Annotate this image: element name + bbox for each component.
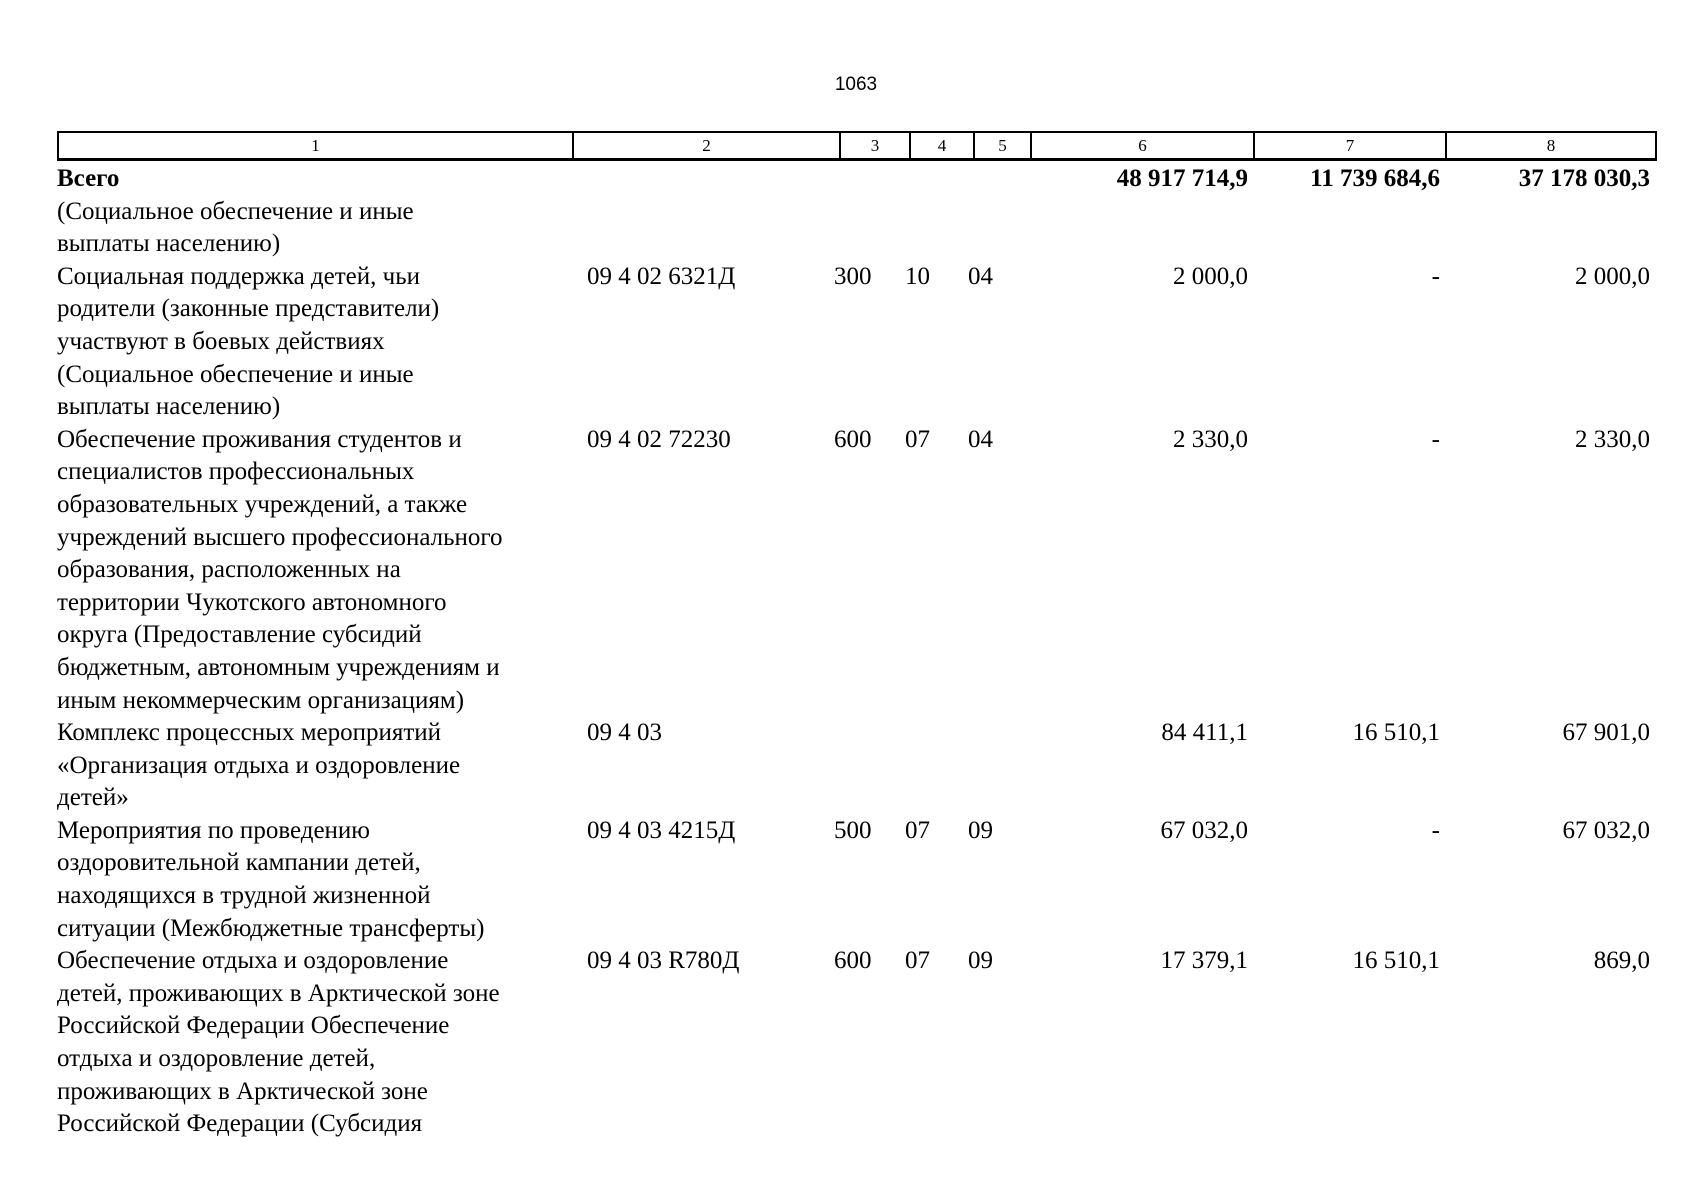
row-section: 07 — [905, 425, 930, 453]
row-name — [57, 945, 567, 1141]
row-name-line: учреждений высшего профессионального — [57, 523, 503, 551]
row-code — [567, 196, 834, 261]
row-expense-type — [834, 163, 904, 196]
row-value-federal: - — [1431, 425, 1440, 453]
row-value-federal: - — [1431, 262, 1440, 290]
row-value-federal: 11 739 684,6 — [1310, 165, 1440, 192]
row-code: 09 4 03 R780Д — [587, 947, 740, 975]
column-header-2: 2 — [573, 132, 840, 160]
row-name-line: Российской Федерации Обеспечение — [57, 1012, 450, 1040]
table-row — [57, 815, 1652, 945]
column-header-6: 6 — [1031, 132, 1254, 160]
table-row — [57, 717, 1652, 815]
row-subsection: 04 — [968, 425, 993, 453]
column-header-1: 1 — [58, 132, 573, 160]
row-name-line: родители (законные представители) — [57, 295, 440, 323]
row-expense-type — [834, 196, 904, 261]
row-value-total: 84 411,1 — [1161, 719, 1248, 747]
row-subsection — [968, 717, 1025, 815]
column-header-5: 5 — [974, 132, 1031, 160]
row-name-line: выплаты населению) — [57, 230, 281, 258]
row-name-line: Всего — [57, 165, 120, 192]
row-value-regional — [1440, 196, 1650, 261]
page-number: 1063 — [834, 74, 878, 95]
row-name — [57, 717, 567, 815]
row-name-line: округа (Предоставление субсидий — [57, 621, 422, 649]
row-value-federal: 16 510,1 — [1352, 719, 1440, 747]
row-name-line: Обеспечение проживания студентов и — [57, 425, 462, 453]
row-name-line: отдыха и оздоровление детей, — [57, 1045, 376, 1073]
row-name-line: выплаты населению) — [57, 393, 281, 421]
table-row — [57, 424, 1652, 717]
column-header-table — [57, 131, 1657, 161]
row-subsection: 04 — [968, 262, 993, 290]
row-section: 10 — [905, 262, 930, 290]
row-value-regional: 67 032,0 — [1562, 816, 1650, 844]
row-name-line: проживающих в Арктической зоне — [57, 1077, 428, 1105]
row-value-federal: 16 510,1 — [1352, 947, 1440, 975]
row-expense-type: 300 — [834, 262, 872, 290]
row-name — [57, 424, 567, 717]
row-name — [57, 815, 567, 945]
row-section — [904, 717, 968, 815]
row-expense-type: 500 — [834, 816, 872, 844]
row-code: 09 4 02 6321Д — [587, 262, 736, 290]
row-value-regional: 2 000,0 — [1575, 262, 1650, 290]
row-value-total: 48 917 714,9 — [1116, 165, 1248, 192]
row-code: 09 4 03 — [587, 719, 662, 747]
row-value-total — [1025, 196, 1248, 261]
row-name-line: (Социальное обеспечение и иные — [57, 197, 414, 225]
column-header-7: 7 — [1254, 132, 1446, 160]
row-value-total: 17 379,1 — [1160, 947, 1248, 975]
column-header-3: 3 — [840, 132, 910, 160]
row-value-regional: 67 901,0 — [1562, 719, 1650, 747]
row-name — [57, 163, 567, 196]
row-value-regional: 2 330,0 — [1575, 425, 1650, 453]
row-name-line: специалистов профессиональных — [57, 458, 415, 486]
row-name-line: Социальная поддержка детей, чьи — [57, 262, 421, 290]
table-row — [57, 196, 1652, 261]
row-name-line: находящихся в трудной жизненной — [57, 882, 431, 910]
row-value-federal — [1248, 196, 1440, 261]
row-value-total: 2 330,0 — [1173, 425, 1248, 453]
row-value-regional: 37 178 030,3 — [1518, 165, 1650, 192]
row-name-line: Комплекс процессных мероприятий — [57, 719, 442, 747]
column-header-4: 4 — [910, 132, 974, 160]
row-expense-type — [834, 717, 904, 815]
table-row — [57, 261, 1652, 424]
row-name-line: детей» — [57, 784, 129, 812]
row-name-line: участвуют в боевых действиях — [57, 327, 385, 355]
row-value-regional: 869,0 — [1593, 947, 1650, 975]
row-name-line: Обеспечение отдыха и оздоровление — [57, 947, 449, 975]
row-name-line: «Организация отдыха и оздоровление — [57, 751, 461, 779]
row-name-line: образования, расположенных на — [57, 556, 401, 584]
row-code — [567, 163, 834, 196]
row-name-line: детей, проживающих в Арктической зоне — [57, 979, 500, 1007]
row-code: 09 4 02 72230 — [587, 425, 731, 453]
row-section: 07 — [905, 947, 930, 975]
row-subsection: 09 — [968, 816, 993, 844]
row-value-total: 2 000,0 — [1173, 262, 1248, 290]
row-section: 07 — [905, 816, 930, 844]
row-subsection — [968, 196, 1025, 261]
row-expense-type: 600 — [834, 947, 872, 975]
column-header-row — [58, 132, 1656, 160]
row-name-line: Мероприятия по проведению — [57, 816, 370, 844]
table-row — [57, 163, 1652, 196]
row-expense-type: 600 — [834, 425, 872, 453]
row-subsection — [968, 163, 1025, 196]
row-name-line: территории Чукотского автономного — [57, 588, 447, 616]
row-name-line: иным некоммерческим организациям) — [57, 686, 465, 714]
row-value-total: 67 032,0 — [1160, 816, 1248, 844]
row-name-line: бюджетным, автономным учреждениям и — [57, 653, 500, 681]
row-code: 09 4 03 4215Д — [587, 816, 736, 844]
row-name-line: образовательных учреждений, а также — [57, 490, 468, 518]
row-name-line: Российской Федерации (Субсидия — [57, 1110, 423, 1138]
row-name-line: ситуации (Межбюджетные трансферты) — [57, 914, 485, 942]
row-value-federal: - — [1431, 816, 1440, 844]
row-name-line: оздоровительной кампании детей, — [57, 849, 421, 877]
row-name-line: (Социальное обеспечение и иные — [57, 360, 414, 388]
row-name — [57, 196, 567, 261]
row-section — [904, 163, 968, 196]
row-name — [57, 261, 567, 424]
column-header-8: 8 — [1446, 132, 1656, 160]
table-body — [57, 163, 1652, 1141]
row-section — [904, 196, 968, 261]
row-subsection: 09 — [968, 947, 993, 975]
table-row — [57, 945, 1652, 1141]
